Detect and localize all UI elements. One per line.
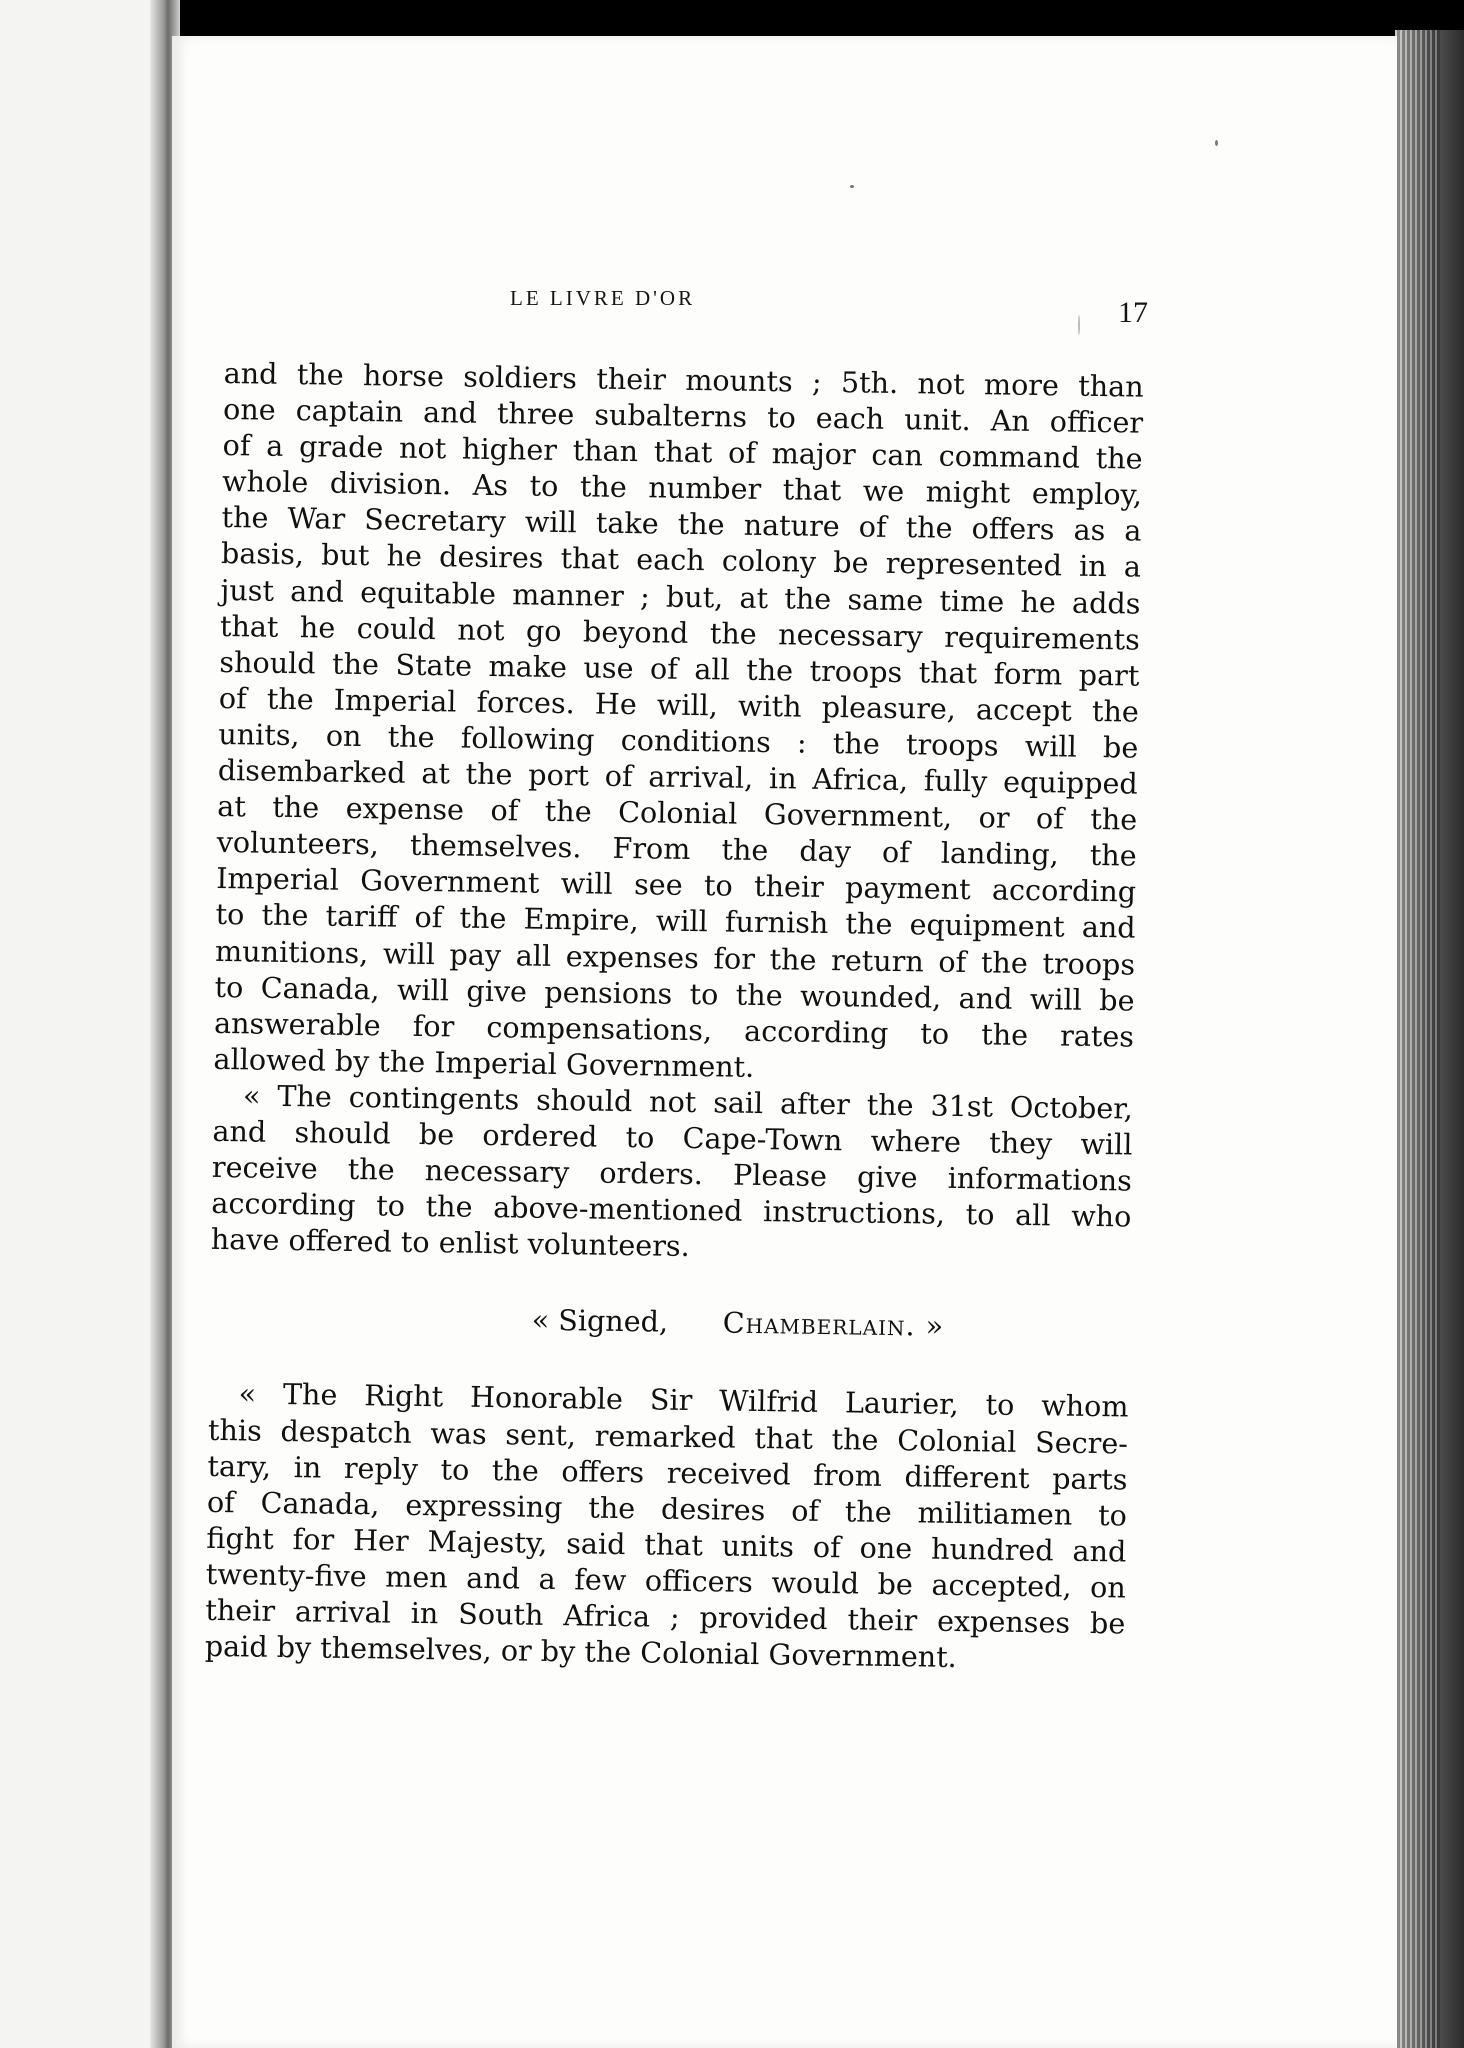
facing-page-edge: [0, 0, 170, 2048]
text-line: should the State make use of all the troops that form part: [219, 644, 1140, 693]
text-line: and the horse soldiers their mounts ; 5th. not more than: [223, 355, 1144, 404]
text-line: that he could not go beyond the necessary requirements: [219, 608, 1141, 657]
body-text: [205, 355, 1144, 1678]
text-line: « The contingents should not sail after the 31st October,: [242, 1078, 1134, 1126]
text-line: allowed by the Imperial Government.: [213, 1041, 755, 1084]
text-line: paid by themselves, or by the Colonial Government.: [204, 1628, 958, 1675]
text-line: whole division. As to the number that we might employ,: [221, 464, 1143, 512]
text-line: to Canada, will give pensions to the wounded, and will be: [214, 969, 1135, 1018]
text-line: and should be ordered to Cape-Town where they will: [212, 1113, 1133, 1162]
scan-speck: [1215, 140, 1218, 146]
running-head: LE LIVRE D'OR: [510, 286, 696, 310]
text-line: tary, in reply to the offers received from different parts: [207, 1448, 1128, 1497]
text-line: basis, but he desires that each colony be represented in a: [220, 536, 1142, 585]
text-line: this despatch was sent, remarked that the Colonial Secre-: [207, 1412, 1129, 1461]
scan-speck: [1078, 315, 1080, 335]
text-line: have offered to enlist volunteers.: [210, 1222, 690, 1264]
text-line: receive the necessary orders. Please give informations: [211, 1149, 1133, 1198]
signatory-name: Chamberlain. »: [722, 1305, 945, 1344]
text-line: of a grade not higher than that of major can command the: [222, 428, 1143, 476]
text-line: Imperial Government will see to their payment according: [215, 861, 1137, 909]
text-line: volunteers, themselves. From the day of landing, the: [216, 825, 1137, 873]
signature-line: [209, 1297, 1129, 1347]
text-line: of Canada, expressing the desires of the militiamen to: [206, 1484, 1128, 1533]
scan-speck: [850, 185, 854, 188]
paragraph-conditions: [213, 355, 1144, 1090]
paragraph-laurier-remarks: [205, 1375, 1129, 1677]
text-line: just and equitable manner ; but, at the same time he adds: [220, 572, 1141, 621]
text-line: twenty-five men and a few officers would be accepted, on: [205, 1556, 1127, 1605]
text-line: units, on the following conditions : the troops will be: [218, 716, 1139, 765]
page-edge-lines: [1395, 30, 1440, 2048]
text-line: of the Imperial forces. He will, with pleasure, accept the: [218, 680, 1140, 729]
text-line: at the expense of the Colonial Government, or of the: [217, 789, 1138, 837]
text-line: the War Secretary will take the nature of the offers as a: [221, 500, 1142, 549]
text-line: munitions, will pay all expenses for the return of the troops: [214, 933, 1136, 982]
text-line: to the tariff of the Empire, will furnish the equipment and: [215, 897, 1136, 945]
paragraph-sailing-orders: [211, 1077, 1134, 1271]
text-line: « The Right Honorable Sir Wilfrid Laurier, to whom: [238, 1376, 1129, 1424]
text-line: fight for Her Majesty, said that units of one hundred and: [206, 1520, 1127, 1569]
text-line: one captain and three subalterns to each unit. An officer: [222, 392, 1144, 440]
text-line: their arrival in South Africa ; provided their expenses be: [205, 1592, 1126, 1641]
text-line: disembarked at the port of arrival, in Africa, fully equipped: [217, 752, 1138, 801]
text-line: answerable for compensations, according to the rates: [213, 1005, 1135, 1054]
signed-label: « Signed,: [531, 1303, 669, 1340]
page-number: 17: [1118, 296, 1148, 329]
text-line: according to the above-mentioned instructions, to all who: [211, 1186, 1132, 1234]
